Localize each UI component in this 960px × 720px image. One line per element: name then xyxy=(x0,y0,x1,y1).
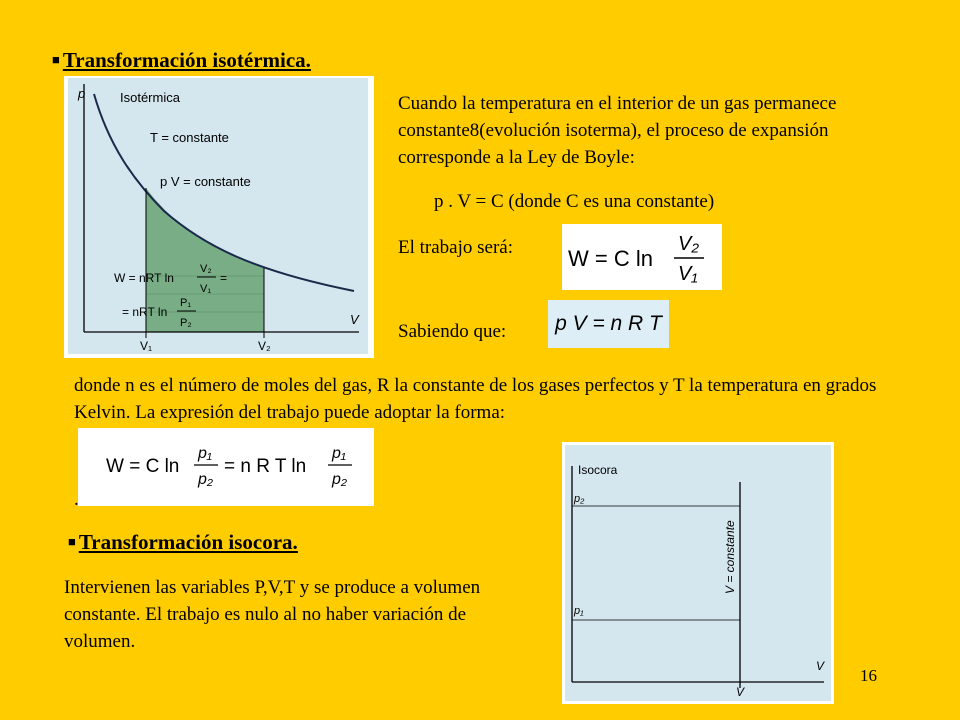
eq-equals: = xyxy=(220,271,228,285)
isochoric-figure xyxy=(562,442,834,704)
isochoric-diagram xyxy=(562,442,834,704)
isothermal-paragraph: Cuando la temperatura en el interior de un gas permanece constante8(evolución isoterma), el proceso de expansión corresponde a la Ley de Boyle: xyxy=(398,93,837,168)
formula-work-lhs: W = C ln xyxy=(568,246,653,271)
label-pv-constant: p V = constante xyxy=(160,174,251,189)
formula2-num2: p₁ xyxy=(332,445,346,462)
isothermal-diagram xyxy=(64,76,374,358)
formula-work-num: V₂ xyxy=(678,233,699,255)
label-p1: p₁ xyxy=(574,605,584,617)
knowing-label: Sabiendo que: xyxy=(398,321,507,342)
label-v-tick: V xyxy=(736,685,745,699)
heading-isothermal: ■ Transformación isotérmica. xyxy=(52,48,311,72)
page-number: 16 xyxy=(860,666,877,685)
frac2-num: P₁ xyxy=(180,297,192,309)
frac2-den: P₂ xyxy=(180,317,192,329)
frac1-den: V₁ xyxy=(200,283,212,295)
figure-title: Isotérmica xyxy=(120,90,180,105)
formula-pv: p V = n R T xyxy=(548,300,669,348)
formula2-den2: p₂ xyxy=(332,471,347,488)
boyle-equation: p . V = C (donde C es una constante) xyxy=(434,191,715,212)
formula2-den1: p₂ xyxy=(198,471,213,488)
label-v-constant: V = constante xyxy=(723,520,737,594)
eq-nrt: = nRT ln xyxy=(122,305,168,319)
frac1-num: V₂ xyxy=(200,263,212,275)
heading-isochoric: ■ Transformación isocora. xyxy=(68,530,298,554)
axis-p-label: p xyxy=(78,86,86,101)
isothermal-figure xyxy=(64,76,374,358)
formula2-num1: p₁ xyxy=(198,445,212,462)
gas-constant-paragraph: donde n es el número de moles del gas, R la constante de los gases perfectos y T la temperatura en grados Kelvin. La expresión del trabajo puede adoptar la forma: xyxy=(74,375,877,423)
eq-w-label: W = nRT ln xyxy=(114,271,174,285)
bullet-icon: ■ xyxy=(68,534,76,549)
tick-v2: V₂ xyxy=(258,339,271,353)
tick-v1: V₁ xyxy=(140,339,153,353)
formula2-mid: = n R T ln xyxy=(224,456,307,477)
label-t-constant: T = constante xyxy=(150,130,229,145)
formula-work xyxy=(562,224,722,290)
label-p2: p₂ xyxy=(574,493,585,505)
formula2-lhs: W = C ln xyxy=(106,456,180,477)
work-label: El trabajo será: xyxy=(398,237,514,258)
formula-work-den: V₁ xyxy=(678,263,698,285)
isochoric-title: Isocora xyxy=(578,463,618,477)
isochoric-paragraph: Intervienen las variables P,V,T y se produce a volumen constante. El trabajo es nulo al no haber variación de volumen. xyxy=(64,577,481,652)
bullet-icon: ■ xyxy=(52,52,60,67)
formula-work-pressure xyxy=(78,428,374,506)
label-v-axis: V xyxy=(816,659,825,673)
trailing-dot: . xyxy=(74,489,79,510)
axis-v-label: V xyxy=(350,312,359,327)
